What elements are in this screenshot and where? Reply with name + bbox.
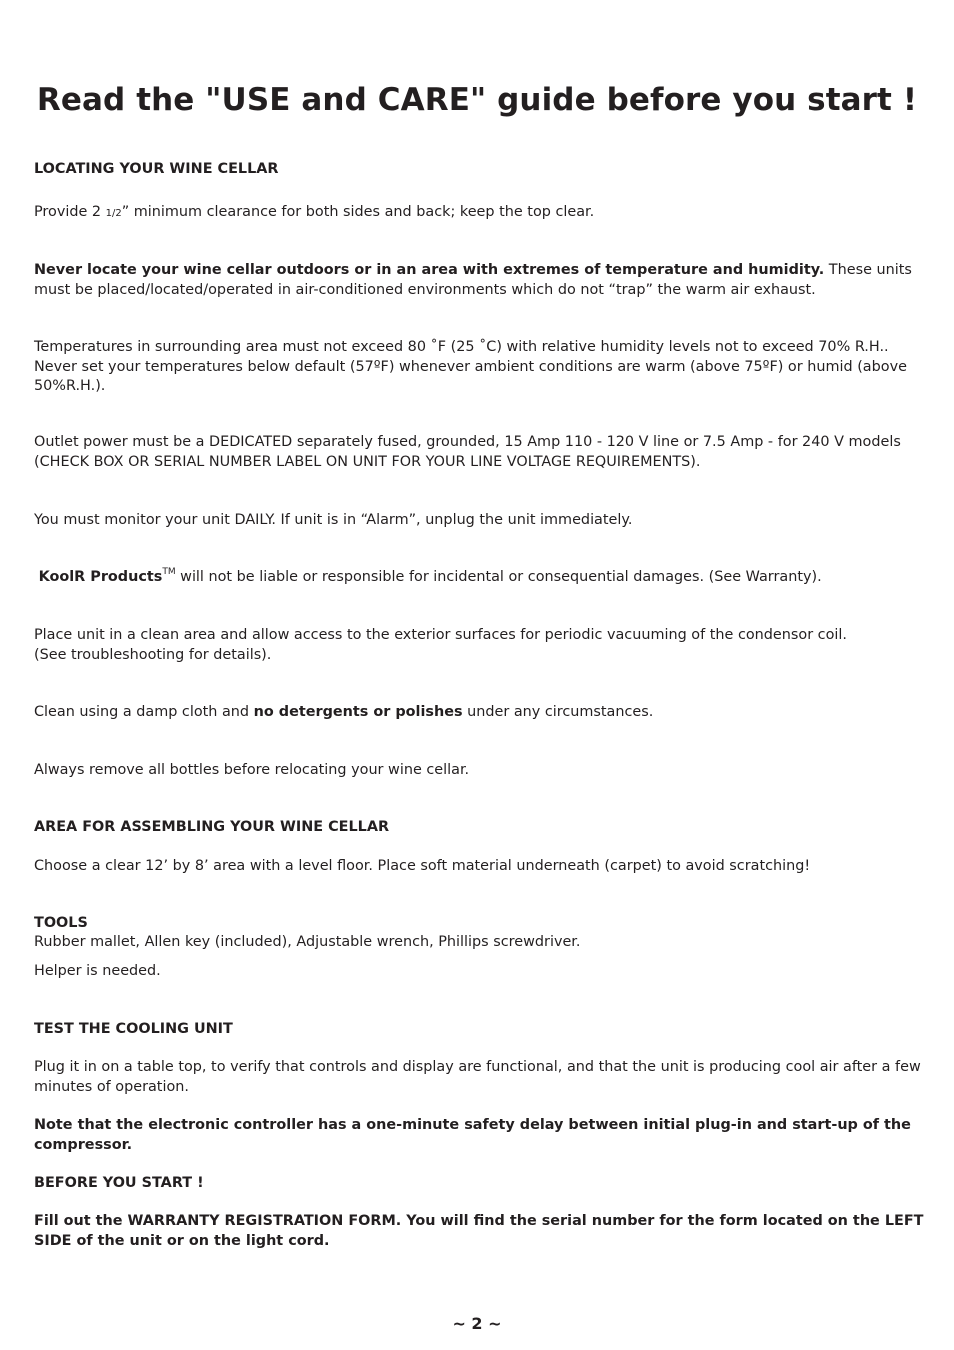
clean-suffix: under any circumstances. <box>462 704 654 720</box>
clearance-fraction: 1/2 <box>105 208 122 219</box>
clearance-suffix: ” minimum clearance for both sides and back; keep the top clear. <box>121 204 595 220</box>
never-locate-warning: Never locate your wine cellar outdoors or in an area with extremes of temperature and humidity. <box>34 262 825 278</box>
remove-bottles-paragraph: Always remove all bottles before relocating your wine cellar. <box>34 762 470 778</box>
helper-paragraph: Helper is needed. <box>34 963 161 979</box>
monitor-paragraph: You must monitor your unit DAILY. If unit is in “Alarm”, unplug the unit immediately. <box>34 512 633 528</box>
section-heading-tools: TOOLS <box>34 915 88 931</box>
temperatures-line2: Never set your temperatures below default (57ºF) whenever ambient conditions are warm (above 75ºF) or humid (above 50%R.H.). <box>34 358 907 394</box>
clean-bold: no detergents or polishes <box>253 704 463 720</box>
page-title: Read the "USE and CARE" guide before you start ! <box>36 82 918 118</box>
koolr-text: will not be liable or responsible for incidental or consequential damages. (See Warranty). <box>175 569 822 585</box>
section-heading-assembling: AREA FOR ASSEMBLING YOUR WINE CELLAR <box>34 819 390 835</box>
tools-paragraph: Rubber mallet, Allen key (included), Adjustable wrench, Phillips screwdriver. <box>34 934 581 950</box>
clearance-paragraph <box>34 203 929 224</box>
before-paragraph: Fill out the WARRANTY REGISTRATION FORM. You will find the serial number for the form located on the LEFT SIDE of the unit or on the light cord. <box>34 1213 924 1249</box>
never-locate-paragraph <box>34 261 929 300</box>
test-note: Note that the electronic controller has a one-minute safety delay between initial plug-in and start-up of the compressor. <box>34 1117 911 1153</box>
place-unit-line1: Place unit in a clean area and allow access to the exterior surfaces for periodic vacuuming of the condensor coil. <box>34 627 847 643</box>
clearance-prefix: Provide 2 <box>34 204 102 220</box>
section-heading-before: BEFORE YOU START ! <box>34 1175 204 1191</box>
trademark-symbol: TM <box>162 567 176 577</box>
temperatures-paragraph <box>34 338 929 397</box>
assembling-paragraph: Choose a clear 12’ by 8’ area with a level floor. Place soft material underneath (carpet) to avoid scratching! <box>34 858 811 874</box>
place-unit-line2: (See troubleshooting for details). <box>34 646 272 663</box>
section-heading-test: TEST THE COOLING UNIT <box>34 1021 233 1037</box>
outlet-paragraph: Outlet power must be a DEDICATED separately fused, grounded, 15 Amp 110 - 120 V line or 7.5 Amp - for 240 V models (CHECK BOX OR SERIAL NUMBER LABEL ON UNIT FOR YOUR LINE VOLTAGE REQUIREMENTS). <box>34 434 901 470</box>
koolr-paragraph <box>34 568 929 590</box>
section-heading-locating: LOCATING YOUR WINE CELLAR <box>34 161 279 177</box>
temperatures-line1: Temperatures in surrounding area must not exceed 80 ˚F (25 ˚C) with relative humidity levels not to exceed 70% R.H.. <box>34 339 889 355</box>
never-locate-text: These units must be placed/located/operated in air-conditioned environments which do not “trap” the warm air exhaust. <box>34 262 912 298</box>
koolr-brand: KoolR Products <box>38 569 163 585</box>
clean-paragraph <box>34 703 929 723</box>
clean-prefix: Clean using a damp cloth and <box>34 704 254 720</box>
test-paragraph: Plug it in on a table top, to verify that controls and display are functional, and that the unit is producing cool air after a few minutes of operation. <box>34 1059 921 1095</box>
place-unit-paragraph <box>34 626 929 665</box>
page-number: ~ 2 ~ <box>452 1314 502 1333</box>
